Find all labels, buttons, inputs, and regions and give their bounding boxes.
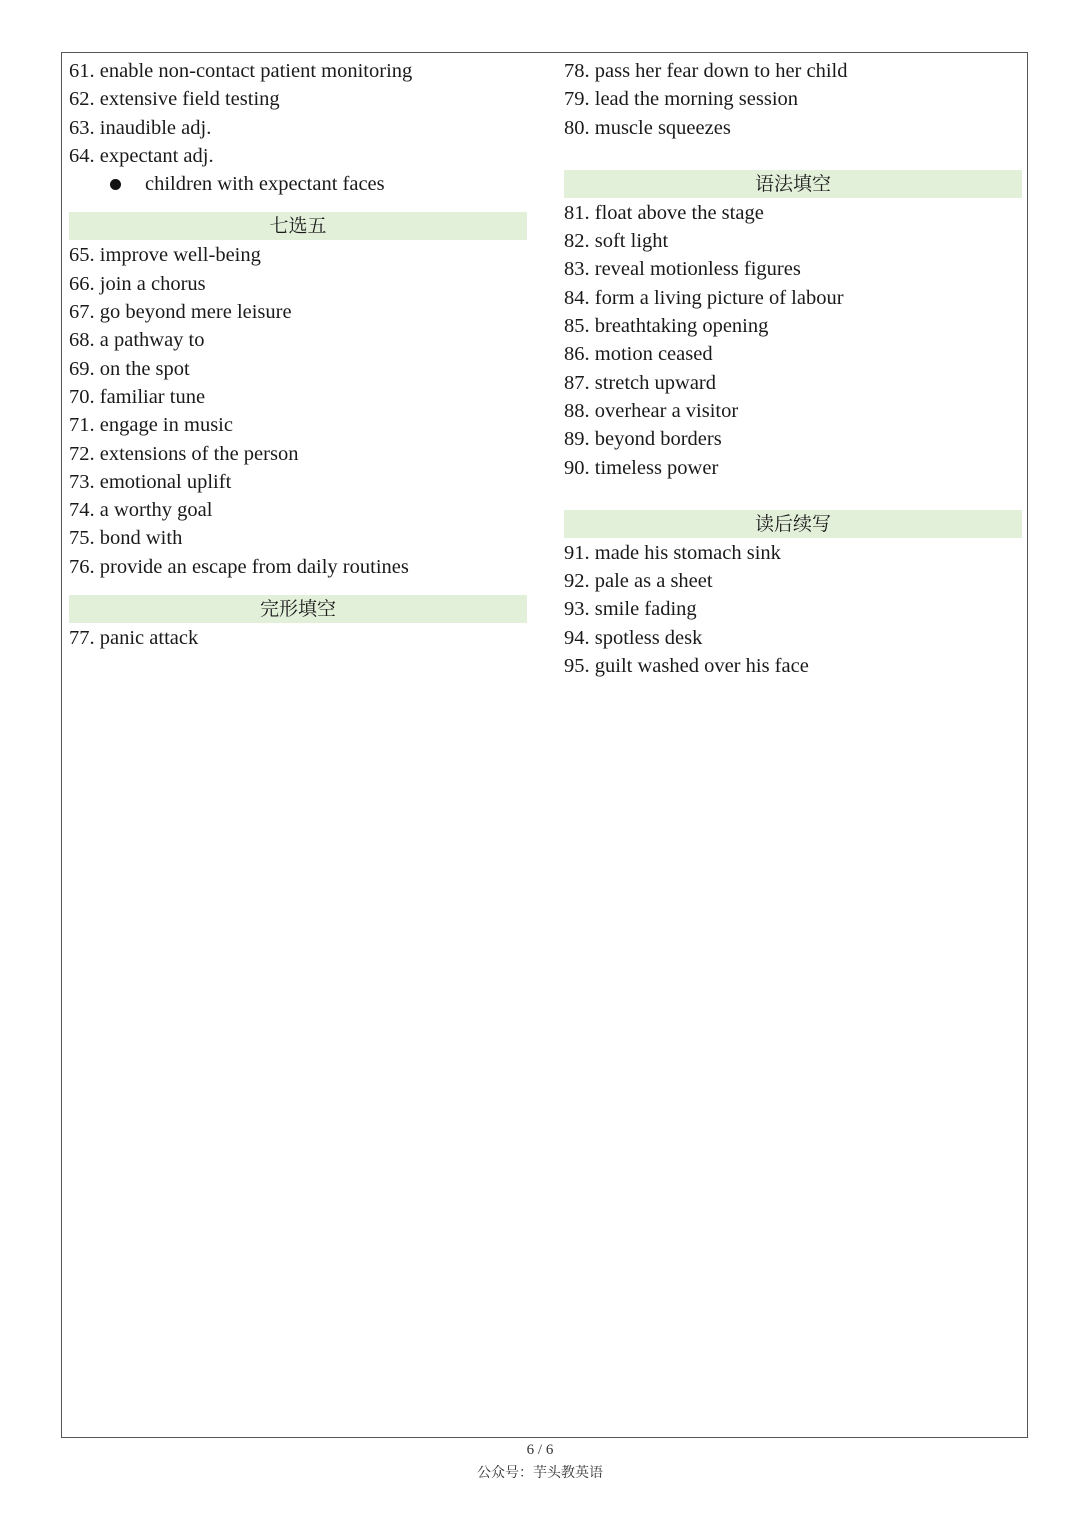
right-column — [564, 57, 1022, 680]
vocab-item: 74. a worthy goal — [69, 499, 213, 522]
vocab-item: 80. muscle squeezes — [564, 116, 731, 139]
vocab-item: 82. soft light — [564, 230, 669, 253]
vocab-item: 73. emotional uplift — [69, 470, 232, 493]
vocab-item: 87. stretch upward — [564, 371, 716, 394]
vocab-item: 68. a pathway to — [69, 329, 205, 352]
vocab-item: 84. form a living picture of labour — [564, 286, 844, 309]
vocab-item: 65. improve well-being — [69, 244, 261, 267]
bullet-item — [69, 170, 527, 198]
section-heading-yufa: 语法填空 — [564, 170, 1022, 198]
footer-credit: 公众号：芋头教英语 — [477, 1465, 603, 1481]
vocab-item: 62. extensive field testing — [69, 88, 280, 111]
section-heading-duhouxuxie: 读后续写 — [564, 510, 1022, 538]
vocab-item: 88. overhear a visitor — [564, 399, 739, 422]
vocab-item: 67. go beyond mere leisure — [69, 301, 292, 324]
vocab-item: 93. smile fading — [564, 598, 697, 621]
vocab-item: 69. on the spot — [69, 357, 190, 380]
vocab-item: 66. join a chorus — [69, 272, 206, 295]
vocab-item: 70. familiar tune — [69, 385, 206, 408]
vocab-item: 72. extensions of the person — [69, 442, 299, 465]
vocab-item: 64. expectant adj. — [69, 144, 214, 167]
vocab-item: 63. inaudible adj. — [69, 116, 212, 139]
vocab-item: 94. spotless desk — [564, 626, 703, 649]
vocab-item: 95. guilt washed over his face — [564, 655, 809, 678]
vocab-item: 91. made his stomach sink — [564, 541, 781, 564]
vocab-item: 89. beyond borders — [564, 428, 722, 451]
vocab-item: 75. bond with — [69, 527, 183, 550]
page-frame — [61, 52, 1028, 1438]
vocab-item: 61. enable non-contact patient monitoring — [69, 60, 413, 82]
vocab-item: 90. timeless power — [564, 456, 719, 479]
vocab-item: 81. float above the stage — [564, 201, 764, 224]
vocab-item: 71. engage in music — [69, 414, 233, 437]
section-heading-wanxing: 完形填空 — [69, 595, 527, 623]
vocab-item: 77. panic attack — [69, 627, 199, 650]
vocab-item: 83. reveal motionless figures — [564, 258, 801, 281]
section-heading-qixuanwu: 七选五 — [69, 212, 527, 240]
vocab-item: 92. pale as a sheet — [564, 570, 713, 593]
vocab-item: 76. provide an escape from daily routines — [69, 555, 409, 578]
bullet-text: children with expectant faces — [145, 173, 385, 196]
vocab-item: 85. breathtaking opening — [564, 315, 769, 338]
vocab-item: 78. pass her fear down to her child — [564, 60, 848, 82]
left-column — [69, 57, 527, 652]
vocab-item: 86. motion ceased — [564, 343, 713, 366]
vocab-item: 79. lead the morning session — [564, 88, 799, 111]
page-number: 6 / 6 — [526, 1442, 554, 1458]
